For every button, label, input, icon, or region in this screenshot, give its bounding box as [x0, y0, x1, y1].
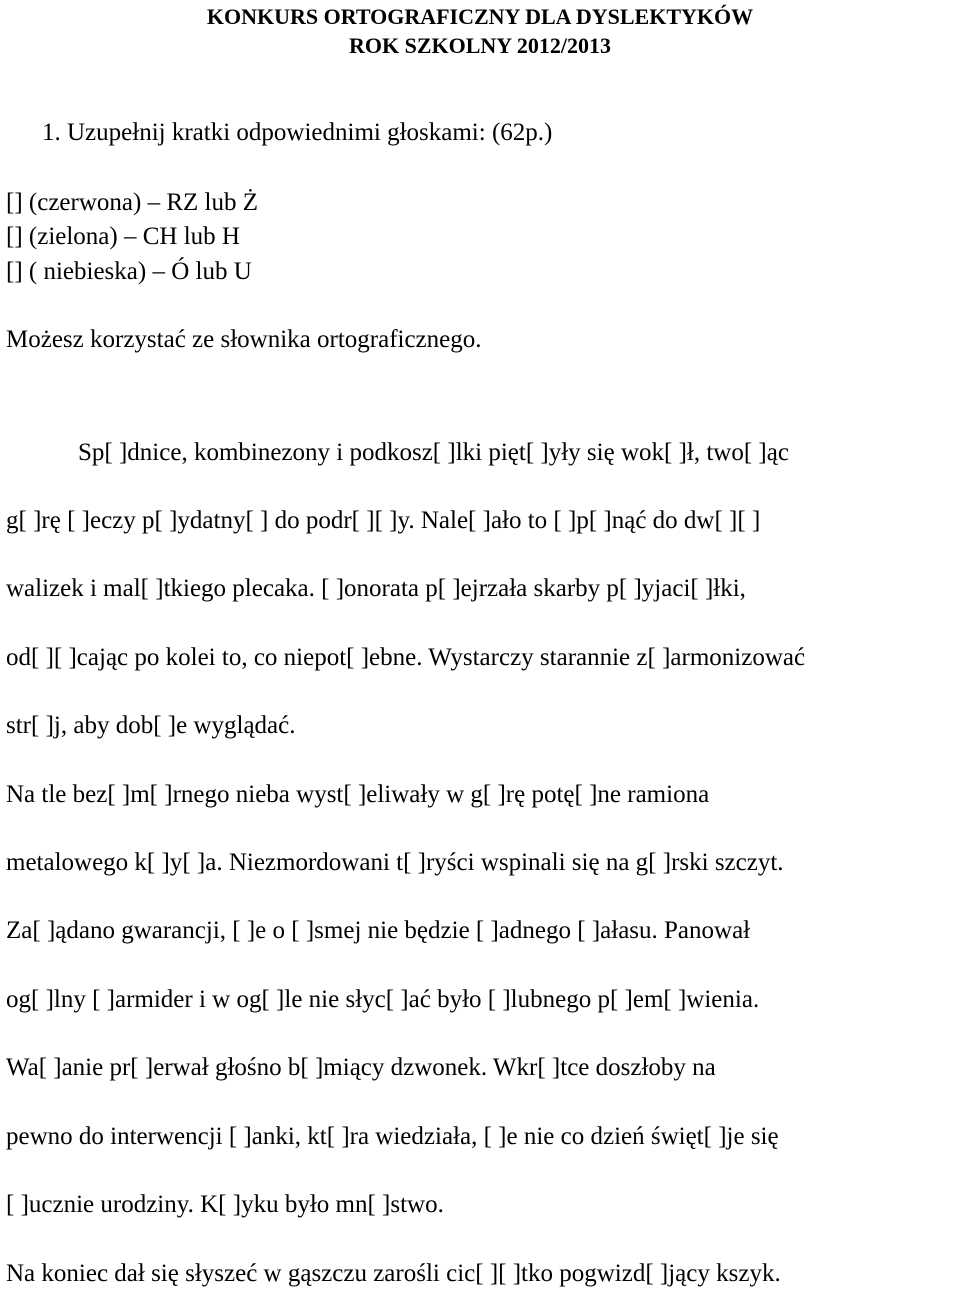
- dictionary-note: Możesz korzystać ze słownika ortograficznego.: [6, 326, 482, 353]
- exercise-line: walizek i mal[ ]tkiego plecaka. [ ]onorata p[ ]ejrzała skarby p[ ]yjaci[ ]łki,: [6, 575, 746, 602]
- exercise-line: Za[ ]ądano gwarancji, [ ]e o [ ]smej nie będzie [ ]adnego [ ]ałasu. Panował: [6, 917, 751, 944]
- legend-red: [] (czerwona) – RZ lub Ż: [6, 189, 258, 216]
- exercise-line: og[ ]lny [ ]armider i w og[ ]le nie słyc[ ]ać było [ ]lubnego p[ ]em[ ]wienia.: [6, 986, 760, 1013]
- exercise-line: Wa[ ]anie pr[ ]erwał głośno b[ ]miący dzwonek. Wkr[ ]tce doszłoby na: [6, 1054, 716, 1081]
- exercise-line: g[ ]rę [ ]eczy p[ ]ydatny[ ] do podr[ ][ ]y. Nale[ ]ało to [ ]p[ ]nąć do dw[ ][ ]: [6, 507, 761, 534]
- school-year: ROK SZKOLNY 2012/2013: [349, 33, 611, 58]
- exercise-line: str[ ]j, aby dob[ ]e wyglądać.: [6, 712, 296, 739]
- task-instruction: 1. Uzupełnij kratki odpowiednimi głoskami: (62p.): [42, 119, 553, 146]
- exercise-line: od[ ][ ]cając po kolei to, co niepot[ ]ebne. Wystarczy starannie z[ ]armonizować: [6, 644, 806, 671]
- document-title: KONKURS ORTOGRAFICZNY DLA DYSLEKTYKÓW: [206, 4, 754, 29]
- exercise-line: metalowego k[ ]y[ ]a. Niezmordowani t[ ]ryści wspinali się na g[ ]rski szczyt.: [6, 849, 784, 876]
- exercise-line: Sp[ ]dnice, kombinezony i podkosz[ ]lki pięt[ ]yły się wok[ ]ł, two[ ]ąc: [78, 439, 789, 466]
- legend-green: [] (zielona) – CH lub H: [6, 223, 240, 250]
- legend-blue: [] ( niebieska) – Ó lub U: [6, 258, 252, 285]
- exercise-line: Na koniec dał się słyszeć w gąszczu zarośli cic[ ][ ]tko pogwizd[ ]jący kszyk.: [6, 1260, 781, 1287]
- exercise-line: pewno do interwencji [ ]anki, kt[ ]ra wiedziała, [ ]e nie co dzień święt[ ]je się: [6, 1123, 779, 1150]
- exercise-line: [ ]ucznie urodziny. K[ ]yku było mn[ ]stwo.: [6, 1191, 444, 1218]
- exercise-line: Na tle bez[ ]m[ ]rnego nieba wyst[ ]eliwały w g[ ]rę potę[ ]ne ramiona: [6, 781, 710, 808]
